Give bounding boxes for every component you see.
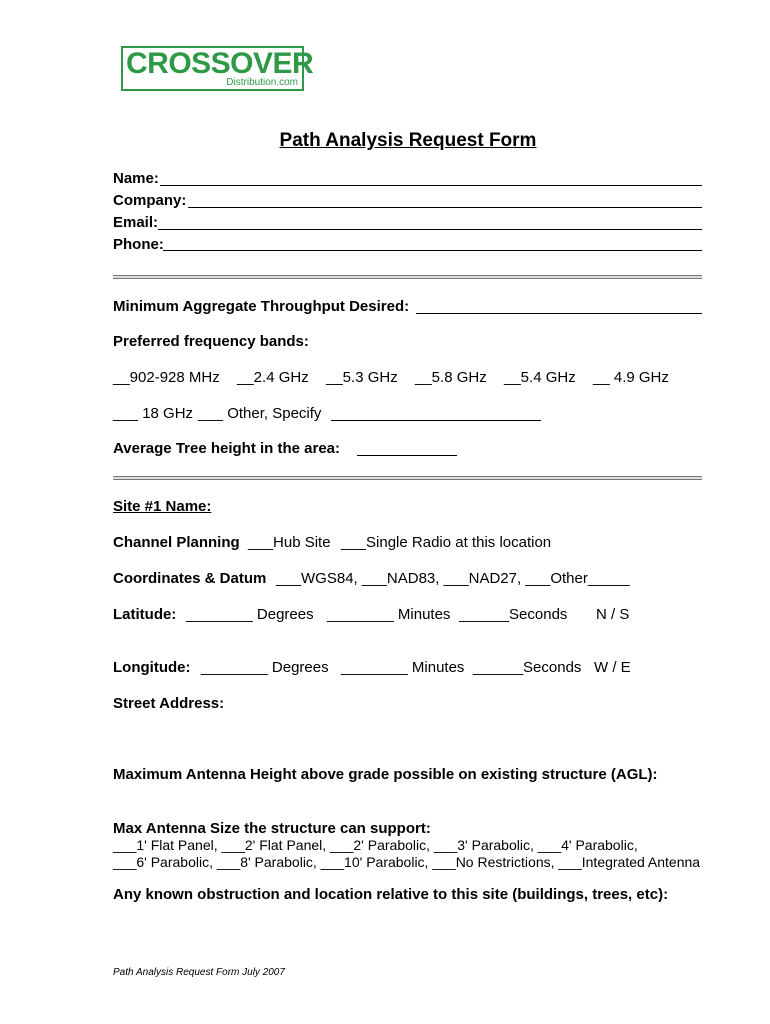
band-other-field[interactable] — [331, 420, 541, 421]
antenna-size-label: Max Antenna Size the structure can support: — [113, 820, 431, 837]
section-divider — [113, 275, 702, 279]
band-902[interactable]: __902-928 MHz — [113, 369, 220, 386]
band-5-4[interactable]: __5.4 GHz — [504, 369, 576, 386]
band-5-3[interactable]: __5.3 GHz — [326, 369, 398, 386]
latitude-minutes[interactable]: ________ Minutes — [327, 606, 451, 623]
single-radio-option[interactable]: ___Single Radio at this location — [341, 534, 552, 551]
throughput-field[interactable] — [416, 313, 702, 314]
latitude-seconds[interactable]: ______Seconds — [459, 606, 568, 623]
email-label: Email: — [113, 214, 159, 231]
bands-label: Preferred frequency bands: — [113, 333, 309, 350]
longitude-degrees[interactable]: ________ Degrees — [201, 659, 329, 676]
antenna-height-label: Maximum Antenna Height above grade possible on existing structure (AGL): — [113, 766, 658, 783]
site-name-label: Site #1 Name: — [113, 498, 212, 515]
page-footer: Path Analysis Request Form July 2007 — [113, 967, 285, 978]
logo-sub-text: Distribution.com — [226, 77, 298, 88]
email-field[interactable] — [158, 229, 702, 230]
antenna-size-options-1[interactable]: ___1' Flat Panel, ___2' Flat Panel, ___2' Parabolic, ___3' Parabolic, ___4' Parabolic, — [113, 837, 638, 853]
logo-brand-text: CROSSOVER — [126, 47, 314, 80]
band-18[interactable]: ___ 18 GHz — [113, 405, 194, 422]
name-field[interactable] — [160, 185, 702, 186]
phone-label: Phone: — [113, 236, 164, 253]
tree-height-field[interactable] — [357, 455, 457, 456]
antenna-size-options-2[interactable]: ___6' Parabolic, ___8' Parabolic, ___10' Parabolic, ___No Restrictions, ___Integrated Antenna — [113, 854, 701, 870]
obstruction-label: Any known obstruction and location relative to this site (buildings, trees, etc): — [113, 886, 669, 903]
latitude-degrees[interactable]: ________ Degrees — [186, 606, 314, 623]
tree-height-label: Average Tree height in the area: — [113, 440, 341, 457]
form-title: Path Analysis Request Form — [279, 130, 537, 151]
street-address-label: Street Address: — [113, 695, 225, 712]
band-2-4[interactable]: __2.4 GHz — [237, 369, 309, 386]
longitude-seconds[interactable]: ______Seconds — [473, 659, 582, 676]
longitude-label: Longitude: — [113, 659, 191, 676]
channel-planning-label: Channel Planning — [113, 534, 240, 551]
band-other[interactable]: ___ Other, Specify — [198, 405, 322, 422]
phone-field[interactable] — [163, 250, 702, 251]
longitude-direction[interactable]: W / E — [594, 659, 631, 676]
hub-site-option[interactable]: ___Hub Site — [248, 534, 331, 551]
company-field[interactable] — [188, 207, 702, 208]
band-4-9[interactable]: __ 4.9 GHz — [593, 369, 669, 386]
latitude-direction[interactable]: N / S — [596, 606, 630, 623]
coordinates-label: Coordinates & Datum — [113, 570, 267, 587]
name-label: Name: — [113, 170, 159, 187]
longitude-minutes[interactable]: ________ Minutes — [341, 659, 465, 676]
company-logo — [121, 46, 314, 91]
datum-options[interactable]: ___WGS84, ___NAD83, ___NAD27, ___Other_____ — [276, 570, 630, 587]
band-5-8[interactable]: __5.8 GHz — [415, 369, 487, 386]
throughput-label: Minimum Aggregate Throughput Desired: — [113, 298, 410, 315]
section-divider-2 — [113, 476, 702, 480]
company-label: Company: — [113, 192, 187, 209]
latitude-label: Latitude: — [113, 606, 177, 623]
